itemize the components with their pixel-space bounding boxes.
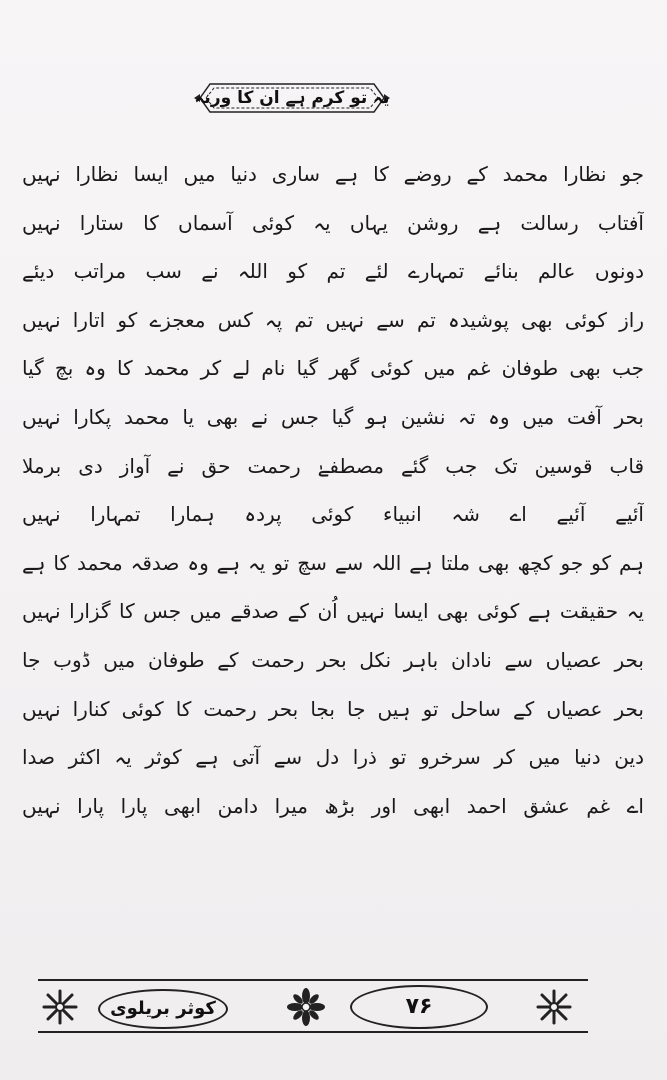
- poem-verses: [22, 150, 644, 830]
- verse-line: جو نظارا محمد کے روضے کا ہے ساری دنیا میں ایسا نظارا نہیں: [22, 162, 644, 186]
- page-number: ۷۶: [350, 985, 488, 1029]
- footer-rule-bottom: [38, 1031, 588, 1033]
- verse-line: دین دنیا میں کر سرخرو تو ذرا دل سے آتی ہے کوثر یہ اکثر صدا: [22, 745, 644, 770]
- asterisk-ornament-icon: [534, 987, 574, 1027]
- verse-line: آفتاب رسالت ہے روشن یہاں یہ کوئی آسماں کا ستارا نہیں: [22, 210, 644, 235]
- verse-line: آئیے آئیے اے شہ انبیاء کوئی پردہ ہمارا تمہارا نہیں: [22, 502, 644, 527]
- title-banner: [192, 78, 392, 118]
- verse-line: قاب قوسین تک جب گئے مصطفےٰ رحمت حق نے آواز دی برملا: [22, 453, 644, 478]
- verse-line: جب بھی طوفان غم میں کوئی گھر گیا نام لے کر محمد کا وہ بچ گیا: [22, 356, 644, 381]
- verse-line: راز کوئی بھی پوشیدہ تم سے نہیں تم پہ کس معجزے کو اتارا نہیں: [22, 307, 644, 332]
- verse-line: بحر آفت میں وہ تہ نشین ہو گیا جس نے بھی یا محمد پکارا نہیں: [22, 404, 644, 429]
- verse-line: اے غم عشق احمد ابھی اور بڑھ میرا دامن ابھی پارا پارا نہیں: [22, 793, 644, 818]
- verse-line: ہم کو جو کچھ بھی ملتا ہے اللہ سے سچ تو یہ ہے وہ صدقہ محمد کا ہے: [22, 550, 644, 575]
- page-footer: [38, 975, 588, 1037]
- flower-ornament-icon: [286, 987, 326, 1027]
- verse-line: بحر عصیاں کے ساحل تو ہیں جا بجا بحر رحمت کا کوئی کنارا نہیں: [22, 696, 644, 721]
- poet-name: کوثر بریلوی: [98, 989, 228, 1029]
- verse-line: یہ حقیقت ہے کوئی بھی ایسا نہیں اُن کے صدقے میں جس کا گزارا نہیں: [22, 599, 644, 624]
- poem-title: یہ تو کرم ہے ان کا ورنہ: [194, 88, 390, 108]
- asterisk-ornament-icon: [40, 987, 80, 1027]
- verse-line: دونوں عالم بنائے تمہارے لئے تم کو اللہ نے سب مراتب دیئے: [22, 259, 644, 284]
- verse-line: بحر عصیاں سے نادان باہر نکل بحر رحمت کے طوفان میں ڈوب جا: [22, 647, 644, 672]
- footer-rule-top: [38, 979, 588, 981]
